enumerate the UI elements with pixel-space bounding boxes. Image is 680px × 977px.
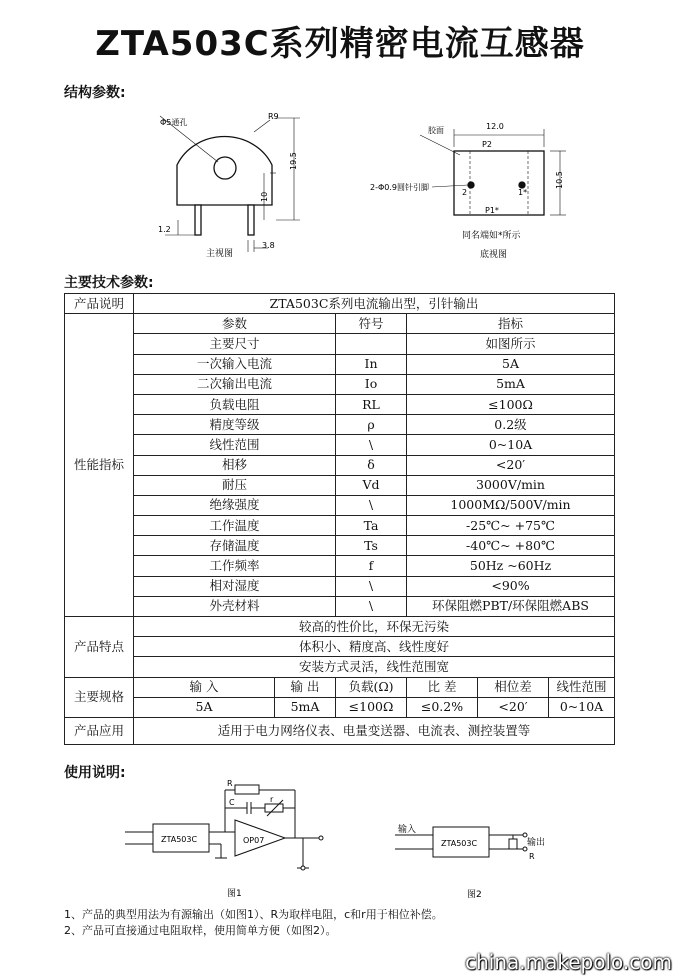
circuit1-device: ZTA503C: [161, 835, 198, 844]
opamp-label: OP07: [243, 836, 265, 845]
param-cell: 相对湿度: [134, 576, 336, 596]
param-cell: 耐压: [134, 475, 336, 495]
symbol-cell: Vd: [336, 475, 407, 495]
value-cell: -25℃~ +75℃: [407, 516, 615, 536]
param-cell: 外壳材料: [134, 596, 336, 616]
spec-val-cell: 0~10A: [549, 697, 615, 717]
height-body-label: 10: [260, 191, 269, 202]
table-row: [65, 455, 615, 475]
symbol-cell: \: [336, 435, 407, 455]
product-desc-label: 产品说明: [65, 294, 134, 314]
circuit-diagram-2: [395, 815, 555, 905]
table-row: [65, 475, 615, 495]
table-row: [65, 536, 615, 556]
symbol-cell: \: [336, 495, 407, 515]
spec-table: [64, 293, 615, 745]
r-small-label: r: [270, 795, 274, 804]
spec-head-cell: 输 出: [275, 677, 336, 697]
param-cell: 存储温度: [134, 536, 336, 556]
spec-label: 主要规格: [65, 677, 134, 717]
table-row: [65, 334, 615, 354]
app-label: 产品应用: [65, 717, 134, 744]
symbol-cell: Ta: [336, 516, 407, 536]
table-row: [65, 314, 615, 334]
table-row: [65, 596, 615, 616]
value-cell: 0.2级: [407, 415, 615, 435]
usage-heading: 使用说明:: [64, 765, 126, 781]
usage-notes: [64, 907, 443, 939]
table-row: [65, 294, 615, 314]
symbol-cell: \: [336, 576, 407, 596]
r-label: R: [227, 780, 233, 788]
spec-head-cell: 线性范围: [549, 677, 615, 697]
symbol-cell: In: [336, 354, 407, 374]
header-value: 指标: [407, 314, 615, 334]
value-cell: 环保阻燃PBT/环保阻燃ABS: [407, 596, 615, 616]
symbol-cell: Io: [336, 374, 407, 394]
circuit2-r-label: R: [529, 852, 535, 861]
circuit-diagram-1: [125, 780, 335, 902]
param-cell: 相移: [134, 455, 336, 475]
structure-heading: 结构参数:: [64, 85, 126, 101]
radius-label: R9: [268, 112, 279, 121]
param-cell: 工作温度: [134, 516, 336, 536]
table-row: [65, 435, 615, 455]
app-cell: 适用于电力网络仪表、电量变送器、电流表、测控装置等: [134, 717, 615, 744]
symbol-cell: \: [336, 596, 407, 616]
perf-label: 性能指标: [65, 314, 134, 617]
value-cell: ≤100Ω: [407, 394, 615, 414]
header-param: 参数: [134, 314, 336, 334]
spec-head-cell: 负载(Ω): [336, 677, 407, 697]
note-1: 1、产品的典型用法为有源输出（如图1）、R为取样电阻，c和r用于相位补偿。: [64, 908, 443, 921]
hole-label: Φ5通孔: [160, 118, 188, 127]
param-cell: 线性范围: [134, 435, 336, 455]
param-cell: 主要尺寸: [134, 334, 336, 354]
spec-val-cell: ≤0.2%: [407, 697, 478, 717]
table-row: [65, 354, 615, 374]
param-cell: 一次输入电流: [134, 354, 336, 374]
value-cell: <90%: [407, 576, 615, 596]
symbol-cell: ρ: [336, 415, 407, 435]
circuit2-device: ZTA503C: [441, 839, 478, 848]
value-cell: 5A: [407, 354, 615, 374]
feature-cell: 体积小、精度高、线性度好: [134, 637, 615, 657]
p2-label: P2: [482, 140, 492, 149]
front-view-caption: 主视图: [206, 249, 234, 259]
symbol-cell: RL: [336, 394, 407, 414]
glue-label: 胶面: [428, 126, 444, 135]
header-symbol: 符号: [336, 314, 407, 334]
output-label: 输出: [527, 838, 546, 848]
value-cell: -40℃~ +80℃: [407, 536, 615, 556]
feature-cell: 较高的性价比，环保无污染: [134, 617, 615, 637]
width-label: 12.0: [486, 122, 504, 131]
circuit2-caption: 图2: [467, 890, 482, 900]
product-desc: ZTA503C系列电流输出型，引针输出: [134, 294, 615, 314]
height-label: 10.5: [555, 171, 564, 189]
symbol-cell: f: [336, 556, 407, 576]
tech-heading: 主要技术参数:: [64, 275, 154, 291]
pin-pitch-label: 3.8: [262, 241, 275, 250]
param-cell: 精度等级: [134, 415, 336, 435]
spec-val-cell: 5A: [134, 697, 275, 717]
table-row: [65, 394, 615, 414]
symbol-cell: δ: [336, 455, 407, 475]
pin-offset-label: 1.2: [158, 225, 171, 234]
page-title: ZTA503C系列精密电流互感器: [95, 24, 585, 64]
table-row: [65, 717, 615, 744]
value-cell: <20′: [407, 455, 615, 475]
note-2: 2、产品可直接通过电阻取样，使用简单方便（如图2）。: [64, 924, 337, 937]
input-label: 输入: [398, 825, 417, 835]
pin2-label: 2: [462, 188, 468, 197]
feature-cell: 安装方式灵活，线性范围宽: [134, 657, 615, 677]
table-row: [65, 415, 615, 435]
param-cell: 二次输出电流: [134, 374, 336, 394]
table-row: [65, 516, 615, 536]
pin-spec-label: 2-Φ0.9圆针引脚: [370, 183, 429, 192]
symbol-cell: Ts: [336, 536, 407, 556]
value-cell: 3000V/min: [407, 475, 615, 495]
table-row: [65, 697, 615, 717]
p1-label: P1*: [485, 206, 499, 215]
pin1-label: 1*: [518, 188, 528, 197]
value-cell: 50Hz ~60Hz: [407, 556, 615, 576]
same-name-note: 同名端如*所示: [462, 231, 521, 241]
param-cell: 负载电阻: [134, 394, 336, 414]
spec-head-cell: 相位差: [478, 677, 549, 697]
spec-val-cell: <20′: [478, 697, 549, 717]
table-row: [65, 617, 615, 637]
symbol-cell: [336, 334, 407, 354]
table-row: [65, 637, 615, 657]
spec-head-cell: 输 入: [134, 677, 275, 697]
table-row: [65, 495, 615, 515]
front-view-drawing: [150, 110, 310, 260]
param-cell: 工作频率: [134, 556, 336, 576]
height-total-label: 19.5: [289, 152, 298, 170]
table-row: [65, 556, 615, 576]
bottom-view-drawing: [370, 115, 570, 265]
value-cell: 1000MΩ/500V/min: [407, 495, 615, 515]
watermark: china.makepolo.com: [465, 950, 672, 974]
table-row: [65, 374, 615, 394]
table-row: [65, 657, 615, 677]
c-label: C: [229, 798, 235, 807]
table-row: [65, 677, 615, 697]
circuit1-caption: 图1: [227, 889, 242, 899]
spec-head-cell: 比 差: [407, 677, 478, 697]
value-cell: 如图所示: [407, 334, 615, 354]
table-row: [65, 576, 615, 596]
spec-val-cell: ≤100Ω: [336, 697, 407, 717]
bottom-view-caption: 底视图: [480, 250, 508, 260]
features-label: 产品特点: [65, 617, 134, 678]
value-cell: 5mA: [407, 374, 615, 394]
value-cell: 0~10A: [407, 435, 615, 455]
spec-val-cell: 5mA: [275, 697, 336, 717]
param-cell: 绝缘强度: [134, 495, 336, 515]
